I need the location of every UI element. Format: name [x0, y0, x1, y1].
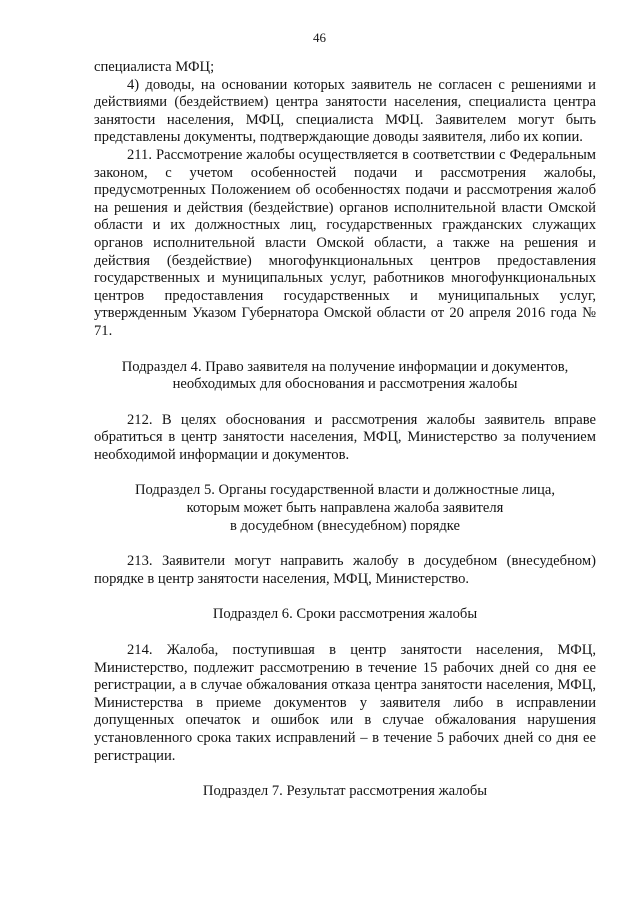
subsection-4-heading-line-2: необходимых для обоснования и рассмотрения жалобы	[172, 376, 518, 393]
subsection-4-heading	[94, 359, 596, 394]
subsection-5-heading	[94, 482, 596, 535]
paragraph-213: 213. Заявители могут направить жалобу в досудебном (внесудебном) порядке в центр занятости населения, МФЦ, Министерство.	[94, 553, 596, 587]
subsection-5-heading-line-2: которым может быть направлена жалоба заявителя	[186, 500, 504, 517]
item-4-paragraph: 4) доводы, на основании которых заявитель не согласен с решениями и действиями (бездействием) центра занятости населения, специалиста центра занятости населения, МФЦ, специалиста МФЦ. Заявителем могут быть представлены документы, подтверждающие доводы заявителя, либо их копии.	[94, 76, 596, 146]
paragraph-212: 212. В целях обоснования и рассмотрения жалобы заявитель вправе обратиться в центр занятости населения, МФЦ, Министерство за получением необходимой информации и документов.	[94, 411, 596, 463]
subsection-7-heading	[94, 783, 596, 801]
subsection-5-heading-line-1: Подраздел 5. Органы государственной власти и должностные лица,	[135, 482, 555, 499]
subsection-5-heading-line-3: в досудебном (внесудебном) порядке	[229, 517, 461, 534]
document-body	[94, 59, 596, 801]
item-tail-text: специалиста МФЦ;	[94, 59, 215, 75]
paragraph-211: 211. Рассмотрение жалобы осуществляется в соответствии с Федеральным законом, с учетом особенностей подачи и рассмотрения жалобы, предусмотренных Положением об особенностях подачи и рассмотрения жалоб на решения и действия (бездействие) органов исполнительной власти Омской области и их должностных лиц, государственных гражданских служащих органов исполнительной власти Омской области, а также на решения и действия (бездействие) многофункциональных центров предоставления государственных и муниципальных услуг, работников многофункциональных центров предоставления государственных и муниципальных услуг, утвержденным Указом Губернатора Омской области от 20 апреля 2016 года № 71.	[94, 146, 596, 339]
subsection-4-heading-line-1: Подраздел 4. Право заявителя на получение информации и документов,	[121, 358, 569, 375]
subsection-6-heading	[94, 606, 596, 624]
paragraph-214: 214. Жалоба, поступившая в центр занятости населения, МФЦ, Министерство, подлежит рассмотрению в течение 15 рабочих дней со дня ее регистрации, а в случае обжалования отказа центра занятости населения, МФЦ, Министерства в приеме документов у заявителя либо в исправлении допущенных опечаток и ошибок или в случае обжалования нарушения установленного срока таких исправлений – в течение 5 рабочих дней со дня ее регистрации.	[94, 642, 596, 764]
page-number: 46	[313, 30, 326, 45]
subsection-6-heading-line-1: Подраздел 6. Сроки рассмотрения жалобы	[212, 606, 478, 623]
subsection-7-heading-line-1: Подраздел 7. Результат рассмотрения жалобы	[202, 783, 488, 800]
